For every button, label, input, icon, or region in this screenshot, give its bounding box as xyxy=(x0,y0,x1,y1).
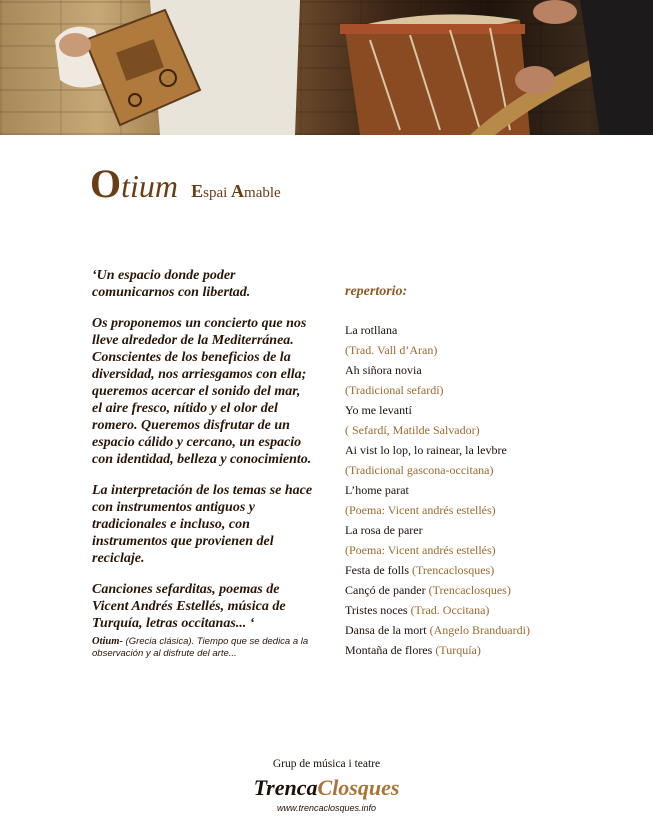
repertoire-item xyxy=(345,360,645,380)
header-photo xyxy=(0,0,653,135)
repertoire-item xyxy=(345,600,645,620)
repertoire-item xyxy=(345,540,645,560)
repertoire-item xyxy=(345,520,645,540)
logo-closques: Closques xyxy=(317,775,400,800)
logo-trenca: Trenca xyxy=(253,775,318,800)
song-source: (Angelo Branduardi) xyxy=(429,623,530,637)
intro-paragraph: ‘Un espacio donde poder comunicarnos con libertad. xyxy=(92,268,251,300)
song-source: ( Sefardí, Matilde Salvador) xyxy=(345,423,480,437)
song-title: Montaña de flores xyxy=(345,643,436,657)
group-logo xyxy=(0,775,653,801)
repertoire-item xyxy=(345,620,645,640)
repertoire-list xyxy=(345,320,645,660)
song-title: La rosa de parer xyxy=(345,523,423,537)
song-title: Ai vist lo lop, lo rainear, la levbre xyxy=(345,443,507,457)
repertoire-item xyxy=(345,400,645,420)
repertoire-item xyxy=(345,580,645,600)
title-subtitle xyxy=(191,181,281,201)
song-source: (Trad. Vall d’Aran) xyxy=(345,343,438,357)
song-title: L’home parat xyxy=(345,483,409,497)
song-source: (Turquía) xyxy=(435,643,481,657)
footer-tagline: Grup de música i teatre xyxy=(272,758,381,770)
song-source: (Trad. Occitana) xyxy=(410,603,490,617)
repertoire-item xyxy=(345,480,645,500)
repertoire-item xyxy=(345,320,645,340)
song-title: Festa de folls xyxy=(345,563,412,577)
song-source: (Tradicional sefardí) xyxy=(345,383,444,397)
song-title: Dansa de la mort xyxy=(345,623,430,637)
definition-text: (Grecia clásica). Tiempo que se dedica a la observación y al disfrute del arte... xyxy=(92,636,309,659)
otium-definition xyxy=(92,636,314,660)
repertoire xyxy=(345,284,645,660)
intro-paragraph: Canciones sefarditas, poemas de Vicent Andrés Estellés, música de Turquía, letras occitanas... ‘ xyxy=(92,582,286,631)
repertoire-item xyxy=(345,420,645,440)
intro-paragraph: La interpretación de los temas se hace con instrumentos antiguos y tradicionales e incluso, con instrumentos que provienen del reciclaje. xyxy=(92,483,313,566)
song-source: (Poema: Vicent andrés estellés) xyxy=(345,543,496,557)
repertoire-item xyxy=(345,640,645,660)
definition-term: Otium- xyxy=(92,636,123,647)
repertoire-item xyxy=(345,500,645,520)
song-source: (Tradicional gascona-occitana) xyxy=(345,463,494,477)
repertoire-item xyxy=(345,340,645,360)
repertoire-item xyxy=(345,440,645,460)
subtitle-initial-a: A xyxy=(231,181,245,201)
repertoire-title: repertorio: xyxy=(345,284,408,299)
subtitle-amable: mable xyxy=(244,185,281,201)
musicians-illustration xyxy=(0,0,653,135)
repertoire-item xyxy=(345,560,645,580)
song-title: Ah siñora novia xyxy=(345,363,422,377)
repertoire-item xyxy=(345,380,645,400)
song-source: (Poema: Vicent andrés estellés) xyxy=(345,503,496,517)
song-title: Tristes noces xyxy=(345,603,411,617)
repertoire-item xyxy=(345,460,645,480)
subtitle-espai: spai xyxy=(203,185,228,201)
page-title xyxy=(90,160,281,207)
song-title: Cançó de pander xyxy=(345,583,429,597)
title-word: tium xyxy=(121,168,179,204)
title-initial: O xyxy=(90,161,122,206)
intro-text xyxy=(92,267,314,660)
song-source: (Trencaclosques) xyxy=(428,583,511,597)
website-link[interactable]: www.trencaclosques.info xyxy=(276,803,377,813)
song-title: Yo me levantí xyxy=(345,403,412,417)
subtitle-initial-e: E xyxy=(191,181,204,201)
song-title: La rotllana xyxy=(345,323,398,337)
intro-paragraph: Os proponemos un concierto que nos lleve alrededor de la Mediterránea. Conscientes de los beneficios de la diversidad, nos arriesgamos con ella; queremos acercar el sonido del mar, el aire fresco, nítido y el olor del romero. Queremos disfrutar de un espacio cálido y cercano, un espacio con identidad, belleza y conocimiento. xyxy=(92,316,312,467)
song-source: (Trencaclosques) xyxy=(412,563,495,577)
